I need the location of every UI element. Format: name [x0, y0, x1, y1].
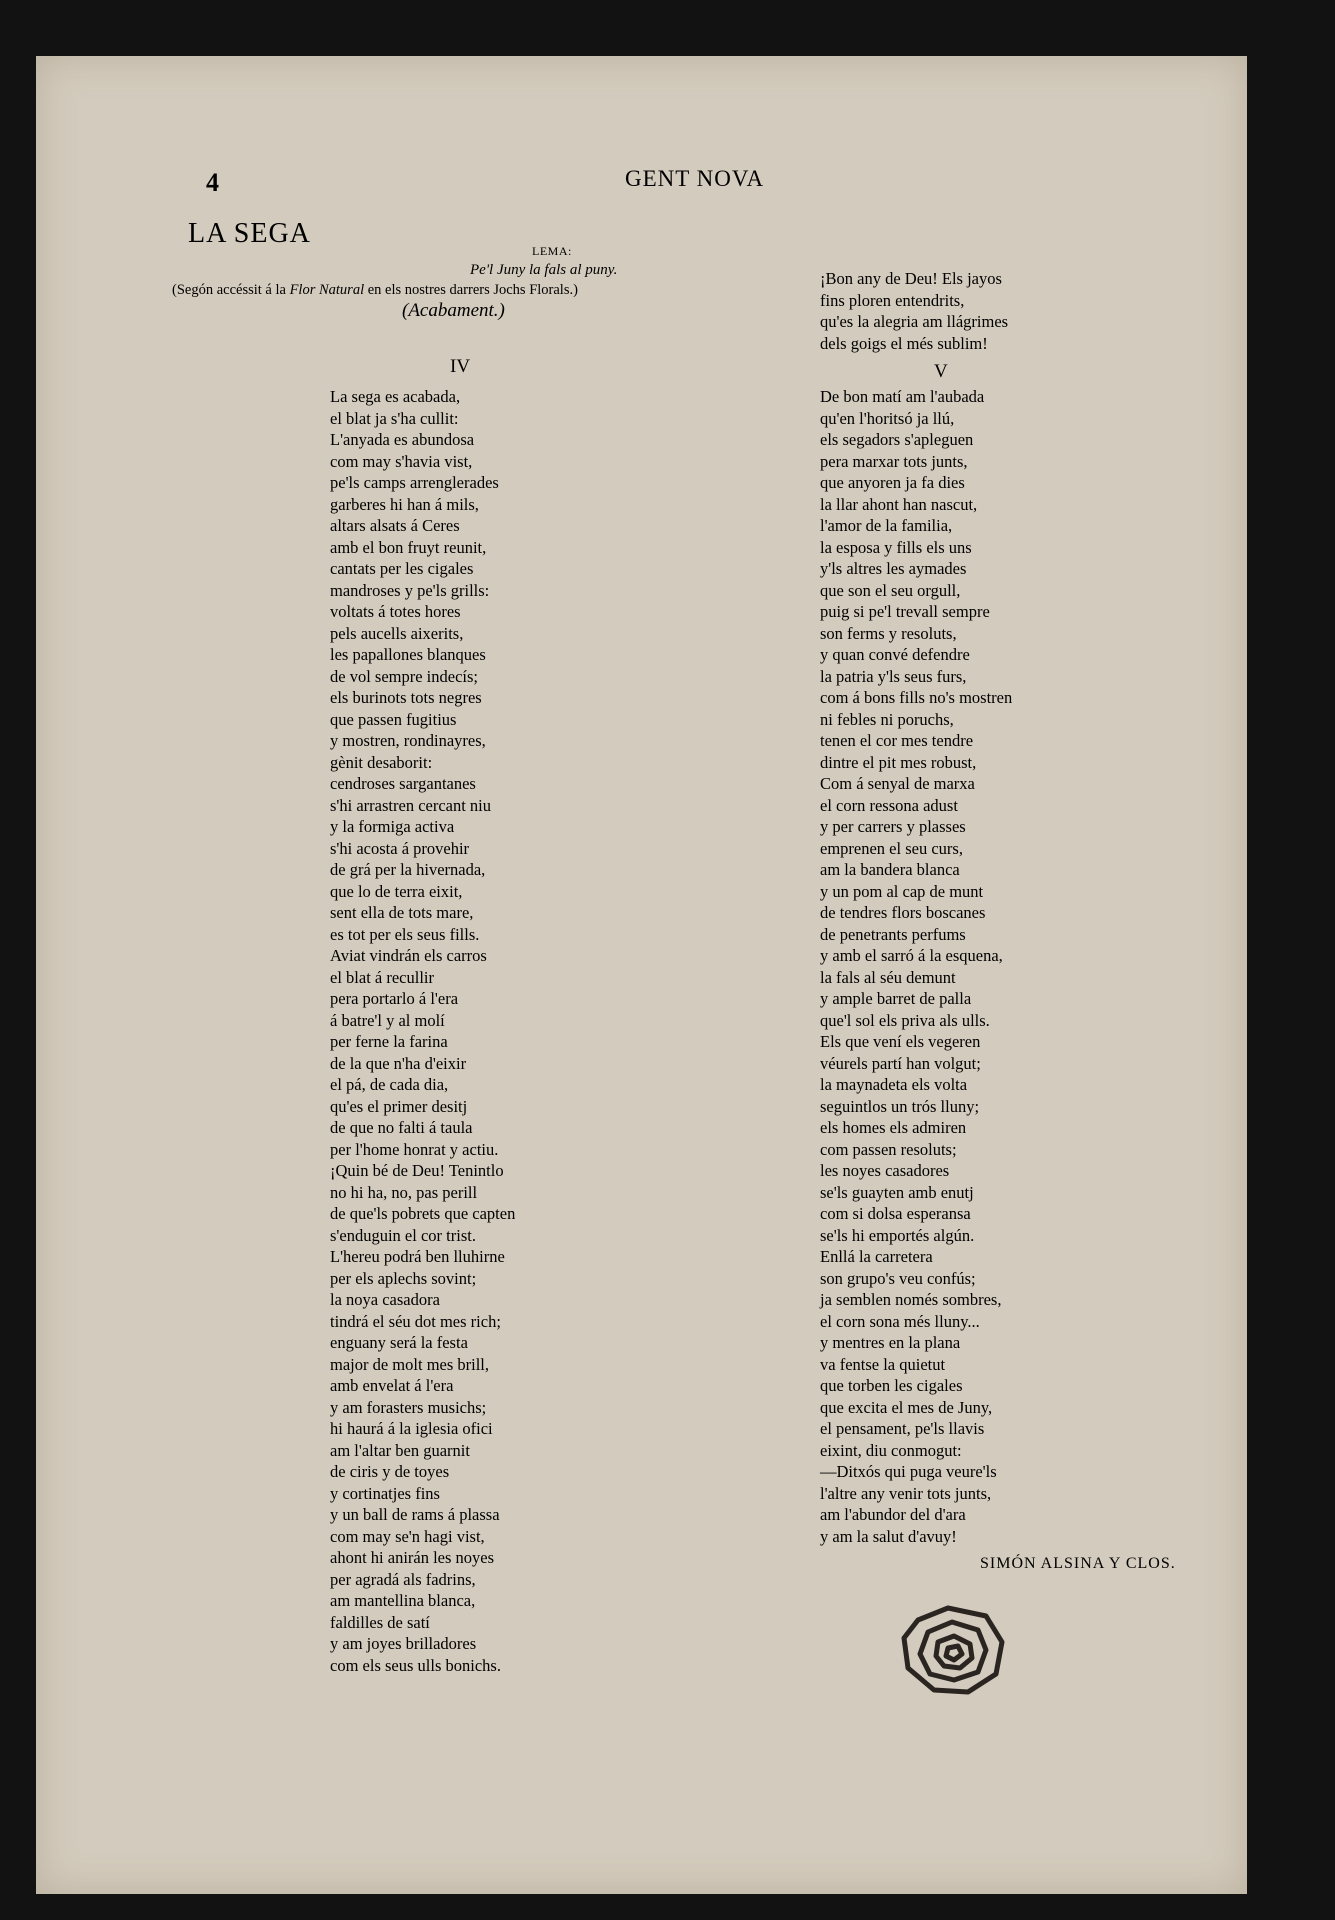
verse-line: altars alsats á Ceres — [330, 516, 460, 535]
verse-line: á batre'l y al molí — [330, 1010, 445, 1030]
verse-line: y am joyes brilladores — [330, 1634, 477, 1653]
verse-line: pels aucells aixerits, — [330, 623, 464, 643]
verse-line: qu'es la alegria am llágrimes — [820, 312, 1009, 331]
verse-line: que passen fugitius — [330, 709, 457, 729]
journal-title: GENT NOVA — [625, 166, 765, 191]
verse-line: per l'home honrat y actiu. — [330, 1139, 499, 1159]
verse-line: voltats á totes hores — [330, 602, 461, 621]
verse-line: sent ella de tots mare, — [330, 903, 474, 922]
verse-line: qu'en l'horitsó ja llú, — [820, 408, 955, 428]
left-column-verses — [330, 386, 515, 1676]
verse-line: qu'es el primer desitj — [330, 1096, 468, 1116]
verse-line: de tendres flors boscanes — [820, 903, 986, 922]
verse-line: y cortinatjes fins — [330, 1483, 440, 1503]
verse-line: enguany será la festa — [330, 1333, 468, 1352]
verse-line: y un pom al cap de munt — [820, 881, 984, 901]
verse-line: y un ball de rams á plassa — [330, 1505, 500, 1524]
verse-line: els homes els admiren — [820, 1118, 967, 1137]
section-heading-iv: IV — [450, 356, 471, 377]
verse-line: cantats per les cigales — [330, 559, 474, 578]
verse-line: s'hi acosta á provehir — [330, 838, 470, 858]
verse-line: de ciris y de toyes — [330, 1462, 450, 1481]
verse-line: garberes hi han á mils, — [330, 494, 479, 514]
verse-line: el corn ressona adust — [820, 795, 958, 815]
verse-line: que torben les cigales — [820, 1376, 963, 1395]
verse-line: La sega es acabada, — [330, 387, 461, 406]
right-column-verses-top — [820, 268, 1008, 354]
verse-line: véurels partí han volgut; — [820, 1053, 981, 1073]
verse-line: L'anyada es abundosa — [330, 430, 475, 449]
verse-line: s'hi arrastren cercant niu — [330, 795, 492, 815]
verse-line: els segadors s'apleguen — [820, 430, 974, 449]
verse-line: s'enduguin el cor trist. — [330, 1225, 476, 1245]
verse-line: y per carrers y plasses — [820, 817, 966, 836]
verse-line: que anyoren ja fa dies — [820, 473, 965, 492]
verse-line: que son el seu orgull, — [820, 580, 961, 600]
verse-line: l'altre any venir tots junts, — [820, 1483, 992, 1503]
verse-line: tenen el cor mes tendre — [820, 731, 974, 750]
verse-line: la patria y'ls seus furs, — [820, 666, 967, 686]
rose-ornament-icon — [898, 1602, 1008, 1698]
verse-line: De bon matí am l'aubada — [820, 387, 985, 406]
verse-line: el corn sona més lluny... — [820, 1311, 980, 1331]
verse-line: la llar ahont han nascut, — [820, 494, 978, 514]
verse-line: la noya casadora — [330, 1290, 440, 1309]
verse-line: el blat ja s'ha cullit: — [330, 408, 459, 428]
verse-line: per ferne la farina — [330, 1032, 448, 1051]
verse-line: eixint, diu conmogut: — [820, 1440, 962, 1460]
verse-line: que lo de terra eixit, — [330, 881, 463, 901]
verse-line: per els aplechs sovint; — [330, 1268, 477, 1288]
verse-line: de grá per la hivernada, — [330, 860, 486, 879]
award-note-pre: (Segón accéssit á la — [172, 282, 290, 298]
verse-line: el pá, de cada dia, — [330, 1075, 449, 1094]
verse-line: no hi ha, no, pas perill — [330, 1182, 478, 1202]
right-column-verses — [820, 386, 1012, 1547]
verse-line: y mentres en la plana — [820, 1333, 961, 1352]
verse-line: am mantellina blanca, — [330, 1591, 476, 1610]
award-note-post: en els nostres darrers Jochs Florals.) — [364, 282, 578, 298]
verse-line: y'ls altres les aymades — [820, 559, 967, 578]
verse-line: pe'ls camps arrenglerades — [330, 473, 499, 492]
verse-line: va fentse la quietut — [820, 1354, 946, 1374]
verse-line: de penetrants perfums — [820, 924, 966, 944]
verse-line: Els que vení els vegeren — [820, 1032, 981, 1051]
verse-line: de que no falti á taula — [330, 1118, 473, 1137]
verse-line: puig si pe'l trevall sempre — [820, 602, 990, 621]
verse-line: tindrá el séu dot mes rich; — [330, 1311, 501, 1331]
lema-label: LEMA: — [532, 244, 572, 258]
verse-line: mandroses y pe'ls grills: — [330, 580, 490, 600]
verse-line: es tot per els seus fills. — [330, 924, 480, 944]
verse-line: el blat á recullir — [330, 967, 434, 987]
verse-line: se'ls guayten amb enutj — [820, 1182, 974, 1202]
verse-line: Enllá la carretera — [820, 1247, 933, 1266]
verse-line: y am la salut d'avuy! — [820, 1526, 957, 1546]
page — [36, 56, 1247, 1894]
verse-line: amb el bon fruyt reunit, — [330, 537, 487, 557]
verse-line: y am forasters musichs; — [330, 1397, 487, 1417]
verse-line: de la que n'ha d'eixir — [330, 1053, 467, 1073]
verse-line: seguintlos un trós lluny; — [820, 1096, 980, 1116]
verse-line: fins ploren entendrits, — [820, 290, 965, 310]
award-note-italic: Flor Natural — [289, 282, 365, 298]
verse-line: am la bandera blanca — [820, 860, 960, 879]
verse-line: que excita el mes de Juny, — [820, 1397, 993, 1417]
verse-line: les noyes casadores — [820, 1161, 950, 1180]
verse-line: faldilles de satí — [330, 1612, 430, 1632]
award-note — [172, 282, 692, 299]
verse-line: se'ls hi emportés algún. — [820, 1225, 975, 1245]
verse-line: la esposa y fills els uns — [820, 537, 972, 557]
lema-text: Pe'l Juny la fals al puny. — [470, 262, 618, 278]
verse-line: pera portarlo á l'era — [330, 989, 459, 1008]
verse-line: l'amor de la familia, — [820, 516, 953, 535]
verse-line: y mostren, rondinayres, — [330, 731, 486, 750]
verse-line: la maynadeta els volta — [820, 1075, 968, 1094]
verse-line: Aviat vindrán els carros — [330, 946, 487, 965]
verse-line: el pensament, pe'ls llavis — [820, 1419, 985, 1438]
verse-line: y quan convé defendre — [820, 645, 970, 664]
verse-line: com á bons fills no's mostren — [820, 688, 1013, 707]
verse-line: de que'ls pobrets que capten — [330, 1204, 516, 1223]
verse-line: la fals al séu demunt — [820, 967, 956, 987]
verse-line: y ample barret de palla — [820, 989, 972, 1008]
verse-line: hi haurá á la iglesia ofici — [330, 1419, 493, 1438]
verse-line: els burinots tots negres — [330, 688, 482, 707]
verse-line: com si dolsa esperansa — [820, 1204, 971, 1223]
verse-line: y amb el sarró á la esquena, — [820, 946, 1003, 965]
verse-line: ¡Quin bé de Deu! Tenintlo — [330, 1161, 504, 1180]
verse-line: com may se'n hagi vist, — [330, 1526, 485, 1546]
verse-line: ni febles ni poruchs, — [820, 709, 954, 729]
verse-line: y la formiga activa — [330, 817, 455, 836]
poem-subtitle: (Acabament.) — [402, 300, 505, 321]
verse-line: com passen resoluts; — [820, 1139, 957, 1159]
poem-title: LA SEGA — [188, 218, 311, 249]
verse-line: com may s'havia vist, — [330, 451, 473, 471]
verse-line: dintre el pit mes robust, — [820, 752, 977, 772]
page-number: 4 — [206, 168, 219, 197]
verse-line: per agradá als fadrins, — [330, 1569, 476, 1589]
verse-line: L'hereu podrá ben lluhirne — [330, 1247, 505, 1266]
verse-line: que'l sol els priva als ulls. — [820, 1010, 990, 1030]
verse-line: amb envelat á l'era — [330, 1376, 454, 1395]
verse-line: son ferms y resoluts, — [820, 623, 957, 643]
verse-line: com els seus ulls bonichs. — [330, 1655, 501, 1675]
verse-line: ahont hi anirán les noyes — [330, 1548, 495, 1567]
verse-line: major de molt mes brill, — [330, 1354, 490, 1374]
verse-line: pera marxar tots junts, — [820, 451, 968, 471]
verse-line: am l'abundor del d'ara — [820, 1505, 966, 1524]
verse-line: de vol sempre indecís; — [330, 666, 479, 686]
verse-line: cendroses sargantanes — [330, 774, 476, 793]
verse-line: Com á senyal de marxa — [820, 774, 975, 793]
verse-line: dels goigs el més sublim! — [820, 333, 988, 353]
verse-line: ja semblen només sombres, — [820, 1290, 1002, 1309]
verse-line: gènit desaborit: — [330, 752, 433, 772]
verse-line: emprenen el seu curs, — [820, 838, 963, 858]
verse-line: ¡Bon any de Deu! Els jayos — [820, 269, 1002, 288]
verse-line: —Ditxós qui puga veure'ls — [820, 1462, 997, 1481]
author-signature: SIMÓN ALSINA Y CLOS. — [980, 1555, 1176, 1572]
verse-line: am l'altar ben guarnit — [330, 1440, 470, 1460]
verse-line: son grupo's veu confús; — [820, 1268, 976, 1288]
verse-line: les papallones blanques — [330, 645, 486, 664]
section-heading-v: V — [934, 361, 948, 382]
